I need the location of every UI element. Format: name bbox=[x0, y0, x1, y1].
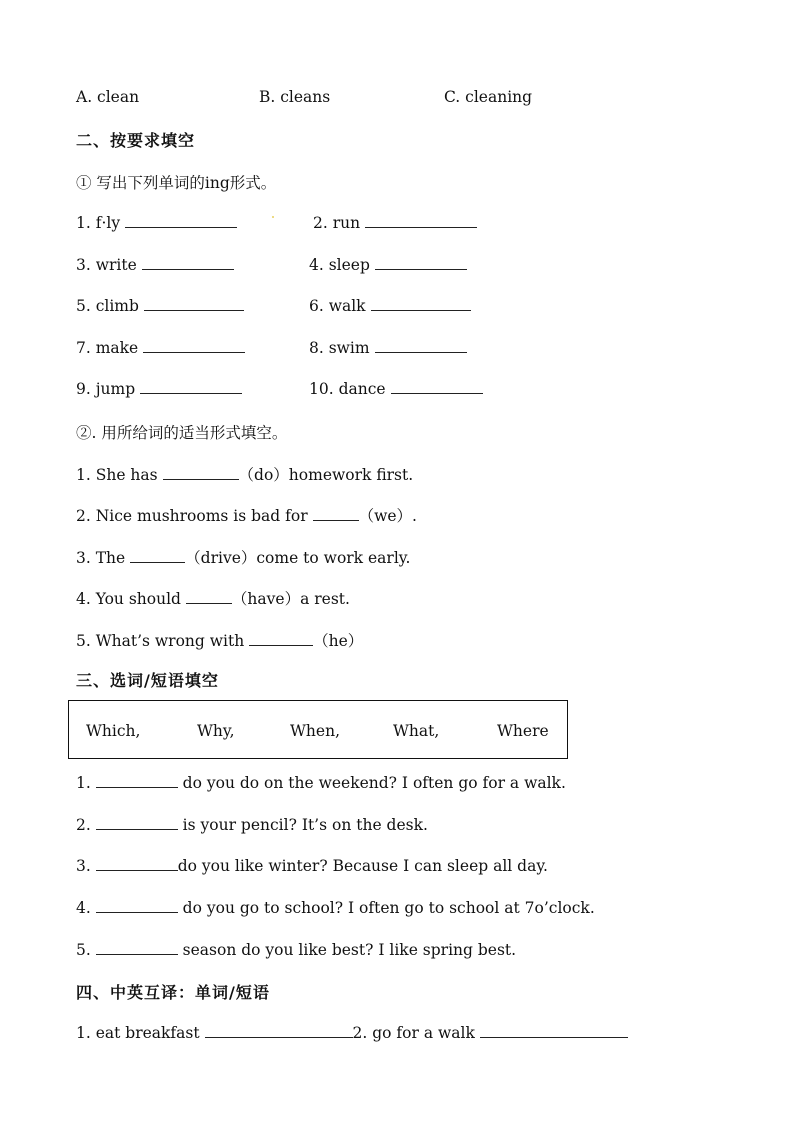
choose-item: 2. is your pencil? It’s on the desk. bbox=[76, 816, 428, 834]
ing-item: 5. climb bbox=[76, 296, 244, 315]
answer-blank bbox=[96, 940, 178, 955]
ing-item: 8. swim bbox=[309, 338, 467, 357]
answer-blank bbox=[125, 213, 237, 228]
answer-blank bbox=[480, 1023, 628, 1038]
answer-blank bbox=[313, 506, 359, 521]
answer-blank bbox=[371, 296, 471, 311]
answer-blank bbox=[143, 338, 245, 353]
ing-item: 6. walk bbox=[309, 296, 471, 315]
translate-item: 1. eat breakfast 2. go for a walk bbox=[76, 1023, 628, 1042]
answer-blank bbox=[249, 631, 313, 646]
answer-blank bbox=[96, 773, 178, 788]
answer-blank bbox=[375, 338, 467, 353]
ing-item: 1. f·ly bbox=[76, 213, 237, 232]
section2-heading: 二、按要求填空 bbox=[76, 131, 196, 150]
option-a: A. clean bbox=[76, 88, 140, 106]
word-bank-box bbox=[68, 700, 568, 759]
choose-item: 4. do you go to school? I often go to school at 7o’clock. bbox=[76, 899, 595, 917]
fill-item: 2. Nice mushrooms is bad for （we）. bbox=[76, 507, 417, 525]
answer-blank bbox=[163, 465, 239, 480]
ing-item: 9. jump bbox=[76, 379, 242, 398]
fill-item: 1. She has （do）homework first. bbox=[76, 466, 414, 484]
word-bank-word: Which, bbox=[86, 722, 141, 740]
answer-blank bbox=[186, 589, 232, 604]
section4-heading: 四、中英互译：单词/短语 bbox=[76, 983, 270, 1002]
ing-item: 3. write bbox=[76, 255, 234, 274]
fill-item: 3. The （drive）come to work early. bbox=[76, 549, 411, 567]
part1-instruction: ① 写出下列单词的ing形式。 bbox=[76, 174, 277, 192]
answer-blank bbox=[96, 898, 178, 913]
stray-mark bbox=[272, 216, 274, 218]
choose-item: 3. do you like winter? Because I can sleep all day. bbox=[76, 857, 548, 875]
fill-item: 4. You should （have）a rest. bbox=[76, 590, 350, 608]
word-bank-word: What, bbox=[393, 722, 440, 740]
choose-item: 1. do you do on the weekend? I often go for a walk. bbox=[76, 774, 566, 792]
answer-blank bbox=[96, 856, 178, 871]
ing-item: 7. make bbox=[76, 338, 245, 357]
answer-blank bbox=[205, 1023, 353, 1038]
answer-blank bbox=[144, 296, 244, 311]
option-b: B. cleans bbox=[259, 88, 331, 106]
ing-item: 2. run bbox=[313, 213, 477, 232]
word-bank-word: When, bbox=[290, 722, 340, 740]
part2-instruction: ②. 用所给词的适当形式填空。 bbox=[76, 424, 288, 442]
answer-blank bbox=[391, 379, 483, 394]
answer-blank bbox=[140, 379, 242, 394]
ing-item: 10. dance bbox=[309, 379, 483, 398]
answer-blank bbox=[96, 815, 178, 830]
answer-blank bbox=[365, 213, 477, 228]
answer-blank bbox=[142, 255, 234, 270]
answer-blank bbox=[130, 548, 185, 563]
fill-item: 5. What’s wrong with （he） bbox=[76, 632, 364, 650]
choose-item: 5. season do you like best? I like spring best. bbox=[76, 941, 517, 959]
answer-blank bbox=[375, 255, 467, 270]
word-bank-word: Where bbox=[497, 722, 549, 740]
section3-heading: 三、选词/短语填空 bbox=[76, 671, 219, 690]
word-bank-word: Why, bbox=[197, 722, 235, 740]
ing-item: 4. sleep bbox=[309, 255, 467, 274]
option-c: C. cleaning bbox=[444, 88, 533, 106]
